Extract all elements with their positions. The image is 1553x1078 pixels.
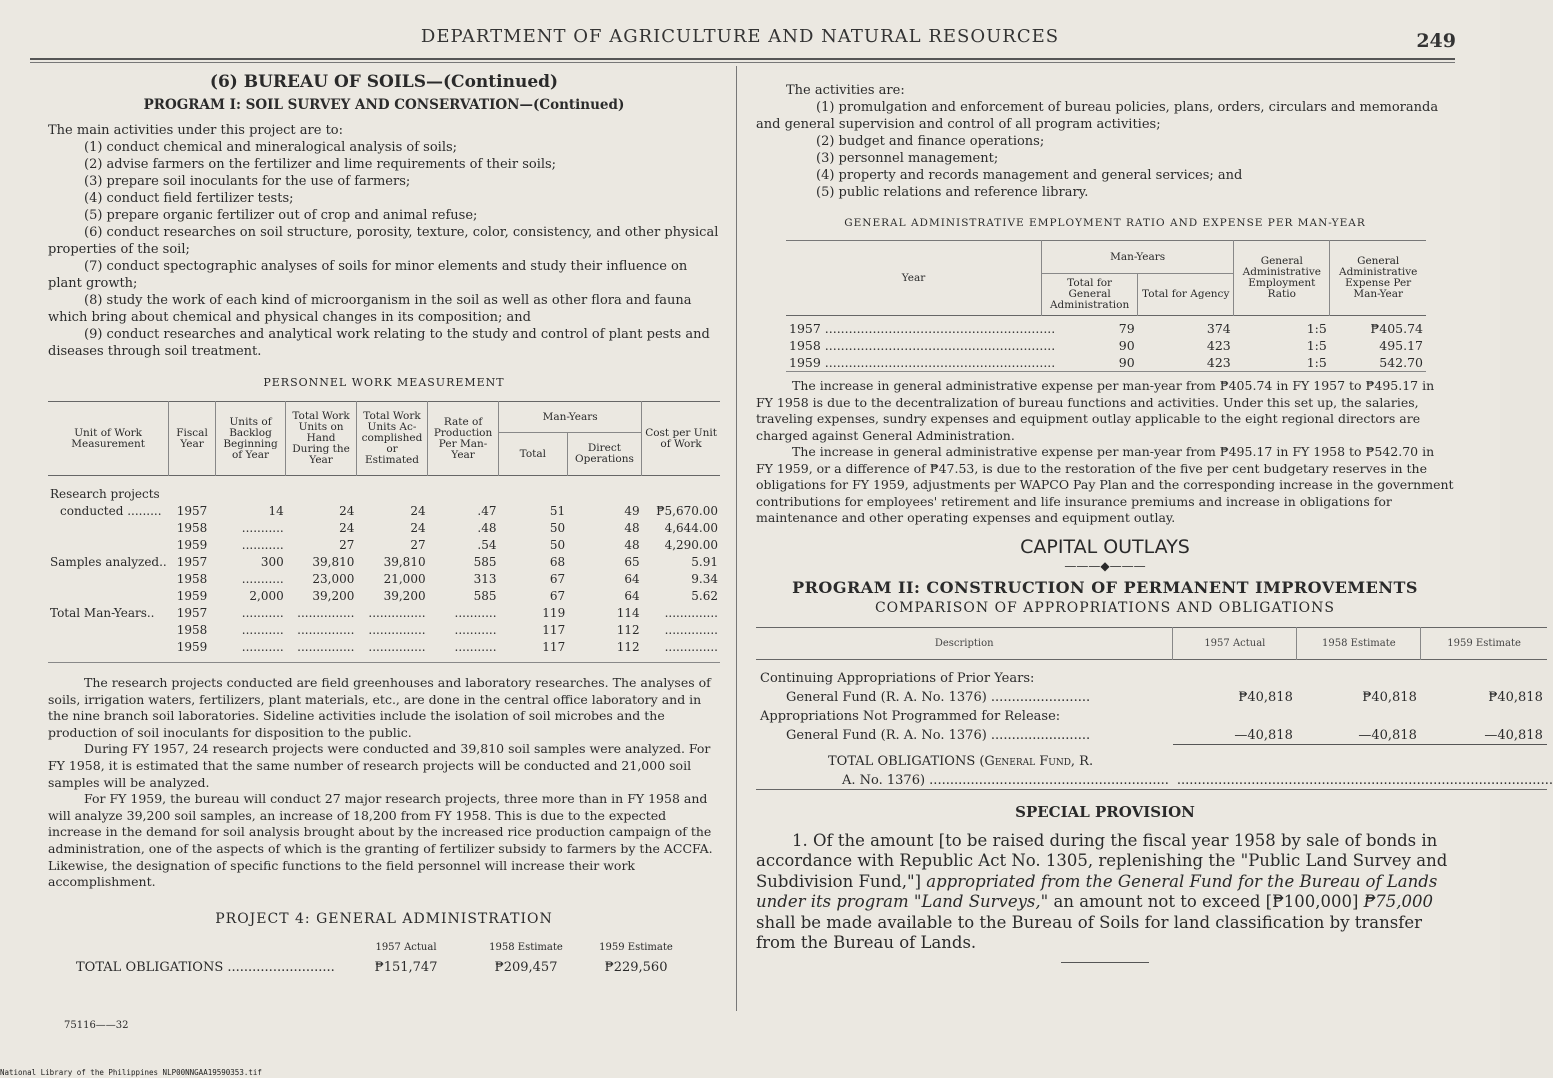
- emp-cell-agency: 374: [1206, 321, 1231, 336]
- activity-item: (8) study the work of each kind of microorganism in the soil as well as other flora and fauna which bring about chemical and physical changes in its composition; and: [48, 293, 692, 325]
- page-header-title: DEPARTMENT OF AGRICULTURE AND NATURAL RESOURCES: [420, 26, 1060, 47]
- left-column: [48, 68, 720, 976]
- cell-total: 50: [549, 521, 566, 535]
- appropriations-table: [756, 627, 1553, 790]
- table-row: [756, 770, 1547, 790]
- activity-item: (6) conduct researches on soil structure, porosity, texture, color, consistency, and other physical properties of the soil;: [48, 225, 719, 257]
- cmp-row-label: Continuing Appropriations of Prior Years:: [760, 670, 1035, 686]
- cell-backlog: ...........: [241, 640, 284, 654]
- col-accomplished: Total Work Units Ac-complished or Estimated: [356, 402, 427, 476]
- cell-hand: 39,810: [312, 555, 355, 569]
- cell-rate: 313: [473, 572, 497, 586]
- table-row: [48, 605, 720, 622]
- cell-backlog: ...........: [241, 623, 284, 637]
- cell-label: Total Man-Years..: [50, 606, 155, 620]
- cell-cost: ..............: [664, 623, 718, 637]
- cmp-cell: ₱40,818: [1362, 689, 1417, 705]
- activity-item: (5) prepare organic fertilizer out of crop and animal refuse;: [84, 208, 478, 223]
- emp-col-year: Year: [901, 271, 926, 284]
- cell-fy: 1958: [176, 521, 208, 535]
- cmp-row-sublabel: A. No. 1376) ..........................................................: [842, 772, 1169, 788]
- ga-activity-item: (3) personnel management;: [816, 151, 999, 166]
- p4-value-1957: ₱151,747: [374, 959, 438, 975]
- emp-cell-year: 1959 ..........................................................: [789, 355, 1056, 370]
- project4-title: PROJECT 4: GENERAL ADMINISTRATION: [215, 910, 553, 927]
- col-rate: Rate of Production Per Man-Year: [428, 402, 499, 476]
- cell-label: [48, 588, 169, 605]
- cell-acc: 21,000: [383, 572, 426, 586]
- cell-acc: 24: [410, 504, 426, 518]
- emp-cell-agency: 423: [1206, 355, 1231, 370]
- emp-cell-year: 1957 ..........................................................: [789, 321, 1056, 336]
- cell-cost: 4,290.00: [664, 538, 718, 552]
- cell-rate: .48: [477, 521, 497, 535]
- table-row: [786, 354, 1426, 372]
- cell-label: Research projects: [50, 487, 160, 501]
- cell-backlog: ...........: [241, 538, 284, 552]
- emp-cell-expense: 542.70: [1379, 355, 1423, 370]
- cmp-cell: —40,818: [1421, 725, 1547, 745]
- right-body-text: [756, 378, 1454, 527]
- cell-total: 67: [549, 589, 566, 603]
- table-row: [48, 554, 720, 571]
- cell-cost: 4,644.00: [664, 521, 718, 535]
- table-row: [48, 571, 720, 588]
- cell-cost: 5.62: [691, 589, 718, 603]
- special-part-3: an amount not to exceed [₱100,000]: [1053, 892, 1359, 911]
- cell-hand: ...............: [297, 623, 355, 637]
- cmp-cell: ..............................: [1300, 772, 1425, 788]
- cell-fy: 1958: [176, 623, 208, 637]
- cell-label: Samples analyzed..: [50, 555, 167, 569]
- table-row: [756, 751, 1547, 770]
- ga-activities-list: [756, 99, 1454, 201]
- activities-list: [48, 139, 720, 360]
- cell-direct: 112: [616, 640, 640, 654]
- cmp-cell: ...............................: [1424, 772, 1553, 788]
- cell-hand: 27: [339, 538, 355, 552]
- program-heading: PROGRAM I: SOIL SURVEY AND CONSERVATION—(Continued): [143, 97, 625, 113]
- cell-total: 117: [542, 623, 566, 637]
- cell-cost: ₱5,670.00: [656, 504, 718, 518]
- col-direct-operations: Direct Operations: [567, 433, 641, 476]
- emp-col-expense: General Administrative Expense Per Man-Year: [1330, 241, 1426, 316]
- cell-rate: 585: [473, 589, 497, 603]
- table-row: [786, 337, 1426, 354]
- cell-acc: ...............: [368, 640, 426, 654]
- ga-activity-item: (4) property and records management and general services; and: [816, 168, 1243, 183]
- cell-label: conducted .........: [60, 504, 162, 518]
- cell-rate: .47: [477, 504, 497, 518]
- col-cost: Cost per Unit of Work: [642, 402, 720, 476]
- cell-direct: 65: [624, 555, 640, 569]
- emp-title: GENERAL ADMINISTRATIVE EMPLOYMENT RATIO AND EXPENSE PER MAN-YEAR: [844, 217, 1366, 229]
- cell-backlog: [215, 486, 285, 503]
- special-part-1: 1. Of the amount [to be raised during the fiscal year 1958 by sale of bonds in accordance with Republic Act No. 1305, replenishing the "Public Land Survey and Subdivision Fund,"]: [756, 830, 1448, 891]
- emp-cell-ga: 79: [1118, 321, 1135, 336]
- table-row: [48, 588, 720, 605]
- column-divider: [736, 66, 737, 1011]
- cell-cost: ..............: [664, 606, 718, 620]
- emp-cell-ga: 90: [1118, 355, 1135, 370]
- cell-label: [48, 571, 169, 588]
- special-part-4: ₱75,000: [1363, 892, 1434, 911]
- pwm-title: PERSONNEL WORK MEASUREMENT: [263, 376, 505, 389]
- cell-rate: .54: [477, 538, 497, 552]
- cell-label: [48, 520, 169, 537]
- table-row: [48, 520, 720, 537]
- emp-cell-expense: 495.17: [1379, 338, 1423, 353]
- table-row: [756, 706, 1547, 725]
- cell-acc: 39,200: [383, 589, 426, 603]
- cmp-cell: ₱40,818: [1488, 689, 1543, 705]
- cmp-cell: —40,818: [1297, 725, 1421, 745]
- emp-cell-agency: 423: [1206, 338, 1231, 353]
- cell-rate: ...........: [454, 606, 497, 620]
- cell-direct: 112: [616, 623, 640, 637]
- cmp-col-description: Description: [934, 637, 994, 649]
- cell-total: 51: [549, 504, 566, 518]
- col-unit: Unit of Work Measurement: [71, 426, 145, 450]
- ga-activities-intro: The activities are:: [786, 83, 905, 98]
- cell-direct: 48: [624, 538, 640, 552]
- cell-cost: ..............: [664, 640, 718, 654]
- p4-total-label: TOTAL OBLIGATIONS ..........................: [76, 959, 335, 975]
- cell-rate: 585: [473, 555, 497, 569]
- cmp-col-1958: 1958 Estimate: [1297, 627, 1421, 659]
- body-paragraph: The increase in general administrative expense per man-year from ₱405.74 in FY 1957 to ₱495.17 in FY 1958 is due to the decentralization of bureau functions and activities. Under this set up, the salaries, traveling expenses, sundry expenses and equipment outlay applicable to the eight regional directors are charged against General Administration.: [756, 378, 1435, 443]
- cell-rate: ...........: [454, 640, 497, 654]
- cell-hand: ...............: [297, 606, 355, 620]
- program2-heading: PROGRAM II: CONSTRUCTION OF PERMANENT IMPROVEMENTS: [792, 577, 1418, 597]
- cell-total: 67: [549, 572, 566, 586]
- ga-activity-item: (2) budget and finance operations;: [816, 134, 1045, 149]
- special-provision-title: SPECIAL PROVISION: [1015, 802, 1195, 821]
- cell-fy: 1957: [176, 555, 208, 569]
- col-man-years-total: Total: [499, 433, 568, 476]
- cell-backlog: 2,000: [249, 589, 284, 603]
- table-row: [48, 486, 720, 503]
- comparison-heading: COMPARISON OF APPROPRIATIONS AND OBLIGATIONS: [874, 599, 1336, 616]
- project4-column-headers: [366, 942, 720, 953]
- cmp-row-label: TOTAL OBLIGATIONS (General Fund, R.: [828, 753, 1094, 769]
- cell-label: [48, 622, 169, 639]
- p4-value-1959: ₱229,560: [604, 959, 668, 975]
- cell-cost: 5.91: [691, 555, 718, 569]
- cmp-row-sublabel: General Fund (R. A. No. 1376) ........................: [786, 689, 1091, 705]
- body-paragraph: The research projects conducted are field greenhouses and laboratory researches. The analyses of soils, irrigation waters, fertilizers, plant materials, etc., are done in the central office laboratory and in the nine branch soil laboratories. Sideline activities include the isolation of soil microbes and the production of soil inoculants for disposition to the public.: [48, 675, 711, 740]
- cell-cost: 9.34: [691, 572, 718, 586]
- cell-fy: 1957: [176, 504, 208, 518]
- activity-item: (9) conduct researches and analytical work relating to the study and control of plant pests and diseases through soil treatment.: [48, 327, 710, 359]
- cell-hand: ...............: [297, 640, 355, 654]
- cell-direct: 49: [624, 504, 640, 518]
- end-rule: [1061, 962, 1149, 963]
- table-row: [756, 687, 1547, 706]
- cell-direct: [567, 486, 641, 503]
- footer-code: 75116——32: [64, 1020, 129, 1031]
- p4-head-1959: 1959 Estimate: [599, 941, 673, 953]
- cell-total: [499, 486, 568, 503]
- table-row: [48, 639, 720, 656]
- emp-col-agency: Total for Agency: [1138, 274, 1234, 316]
- col-man-years: Man-Years: [499, 402, 642, 433]
- special-provision-text: [756, 831, 1454, 954]
- emp-cell-ratio: 1:5: [1306, 355, 1327, 370]
- emp-cell-ratio: 1:5: [1306, 338, 1327, 353]
- cell-fy: 1958: [176, 572, 208, 586]
- emp-col-ratio: General Administrative Employment Ratio: [1234, 241, 1330, 316]
- cell-fy: 1959: [176, 589, 208, 603]
- cell-hand: 39,200: [312, 589, 355, 603]
- cmp-cell: —40,818: [1173, 725, 1297, 745]
- left-body-text: [48, 675, 720, 891]
- table-row: [756, 725, 1547, 745]
- cell-total: 50: [549, 538, 566, 552]
- cell-cost: [642, 486, 720, 503]
- cell-fy: 1959: [176, 538, 208, 552]
- page-number: 249: [1416, 30, 1456, 52]
- ornament-divider: ———◆———: [1064, 558, 1146, 573]
- p4-value-1958: ₱209,457: [494, 959, 558, 975]
- capital-outlays-title: CAPITAL OUTLAYS: [1020, 535, 1190, 558]
- cell-label: [48, 639, 169, 656]
- cell-hand: 23,000: [312, 572, 355, 586]
- cell-acc: [356, 486, 427, 503]
- cell-rate: [428, 486, 499, 503]
- activity-item: (7) conduct spectographic analyses of soils for minor elements and study their influence on plant growth;: [48, 259, 688, 291]
- body-paragraph: For FY 1959, the bureau will conduct 27 major research projects, three more than in FY 1958 and will analyze 39,200 soil samples, an increase of 18,200 from FY 1958. This is due to the expected increase in the demand for soil analysis brought about by the increased rice production campaign of the administration, one of the aspects of which is the granting of fertilizer subsidy to farmers by the ACCFA. Likewise, the designation of specific functions to the field personnel will increase their work accomplishment.: [48, 791, 713, 890]
- personnel-work-measurement-table: [48, 401, 720, 656]
- cell-total: 119: [542, 606, 566, 620]
- emp-col-man-years: Man-Years: [1042, 241, 1234, 274]
- cell-total: 68: [549, 555, 566, 569]
- cell-acc: ...............: [368, 606, 426, 620]
- cell-fy: [169, 486, 216, 503]
- table-row: [48, 537, 720, 554]
- col-fiscal-year: Fiscal Year: [169, 402, 216, 476]
- cmp-row-label: Appropriations Not Programmed for Release:: [760, 708, 1061, 724]
- emp-cell-ratio: 1:5: [1306, 321, 1327, 336]
- cmp-cell: ..............................: [1176, 772, 1301, 788]
- cell-direct: 114: [616, 606, 640, 620]
- cell-acc: 27: [410, 538, 426, 552]
- cell-backlog: ...........: [241, 606, 284, 620]
- special-part-2: appropriated from the General Fund for the Bureau of Lands under its program "Land Surveys,": [756, 871, 1438, 911]
- library-footer: National Library of the Philippines NLP00NNGAA19590353.tif: [0, 1068, 262, 1077]
- emp-cell-ga: 90: [1118, 338, 1135, 353]
- activity-item: (1) conduct chemical and mineralogical analysis of soils;: [84, 140, 458, 155]
- p4-head-1957: 1957 Actual: [375, 941, 437, 953]
- right-column: [756, 82, 1553, 963]
- cell-backlog: ...........: [241, 572, 284, 586]
- cmp-col-1957: 1957 Actual: [1173, 627, 1297, 659]
- col-total-hand: Total Work Units on Hand During the Year: [286, 402, 357, 476]
- cell-acc: ...............: [368, 623, 426, 637]
- cell-total: 117: [542, 640, 566, 654]
- table-row: [48, 503, 720, 520]
- cell-fy: 1957: [176, 606, 208, 620]
- cell-acc: 39,810: [383, 555, 426, 569]
- cmp-row-sublabel: General Fund (R. A. No. 1376) ........................: [786, 728, 1091, 743]
- cmp-cell: ₱40,818: [1238, 689, 1293, 705]
- table-row: [786, 320, 1426, 337]
- special-part-5: shall be made available to the Bureau of Soils for land classification by transfer from the Bureau of Lands.: [756, 912, 1422, 952]
- cmp-col-1959: 1959 Estimate: [1421, 627, 1547, 659]
- pwm-table-wrap: [48, 401, 720, 663]
- activity-item: (2) advise farmers on the fertilizer and lime requirements of their soils;: [84, 157, 557, 172]
- activity-item: (3) prepare soil inoculants for the use of farmers;: [84, 174, 411, 189]
- emp-cell-year: 1958 ..........................................................: [789, 338, 1056, 353]
- cell-direct: 48: [624, 521, 640, 535]
- emp-cell-expense: ₱405.74: [1370, 321, 1423, 336]
- activities-intro: The main activities under this project are to:: [48, 123, 344, 138]
- ga-activity-item: (1) promulgation and enforcement of bureau policies, plans, orders, circulars and memoranda and general supervision and control of all program activities;: [756, 100, 1439, 132]
- project4-total-row: [48, 959, 720, 976]
- emp-col-ga: Total for General Administration: [1042, 274, 1138, 316]
- bureau-heading: (6) BUREAU OF SOILS—(Continued): [209, 72, 559, 92]
- p4-head-1958: 1958 Estimate: [489, 941, 563, 953]
- header-rule-thin: [30, 62, 1455, 63]
- cell-fy: 1959: [176, 640, 208, 654]
- table-row: [756, 668, 1547, 687]
- cell-backlog: 14: [268, 504, 284, 518]
- ga-activity-item: (5) public relations and reference library.: [816, 185, 1089, 200]
- cell-backlog: ...........: [241, 521, 284, 535]
- cell-acc: 24: [410, 521, 426, 535]
- header-rule: [30, 58, 1455, 60]
- body-paragraph: The increase in general administrative expense per man-year from ₱495.17 in FY 1958 to ₱542.70 in FY 1959, or a difference of ₱47.53, is due to the restoration of the five per cent budgetary reserves in the obligations for FY 1959, adjustments per WAPCO Pay Plan and the corresponding increase in the government contributions for employees' retirement and life insurance premiums and increase in obligations for maintenance and other operating expenses and equipment outlay.: [756, 444, 1454, 525]
- cell-direct: 64: [624, 572, 640, 586]
- cell-hand: 24: [339, 504, 355, 518]
- cell-label: [48, 537, 169, 554]
- cell-rate: ...........: [454, 623, 497, 637]
- table-row: [48, 622, 720, 639]
- cell-direct: 64: [624, 589, 640, 603]
- body-paragraph: During FY 1957, 24 research projects were conducted and 39,810 soil samples were analyzed. For FY 1958, it is estimated that the same number of research projects will be conducted and 21,000 soil samples will be analyzed.: [48, 741, 711, 790]
- cell-backlog: 300: [260, 555, 284, 569]
- col-backlog: Units of Backlog Beginning of Year: [215, 402, 285, 476]
- employment-ratio-table: [786, 240, 1426, 372]
- cell-hand: [286, 486, 357, 503]
- activity-item: (4) conduct field fertilizer tests;: [84, 191, 294, 206]
- cell-hand: 24: [339, 521, 355, 535]
